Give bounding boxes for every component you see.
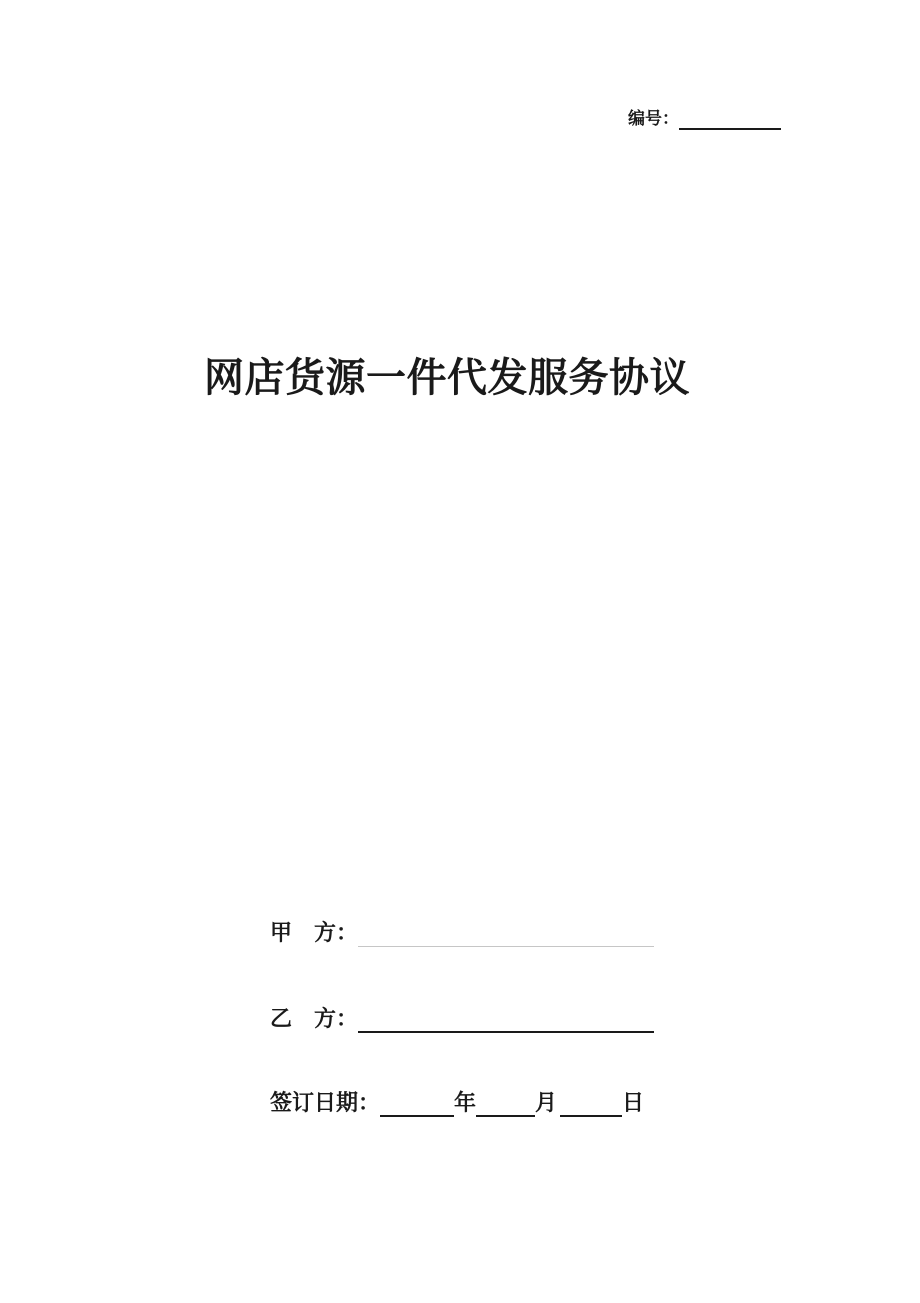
party-a-row	[270, 919, 654, 947]
month-label: 月	[535, 1090, 558, 1115]
sign-date-month-blank[interactable]	[476, 1095, 535, 1117]
party-b-row	[270, 1005, 654, 1033]
sign-date-year-blank[interactable]	[380, 1095, 454, 1117]
doc-number-blank[interactable]	[679, 112, 781, 130]
party-a-label: 甲 方：	[270, 920, 359, 945]
doc-number-label: 编号：	[628, 109, 679, 128]
document-title: 网店货源一件代发服务协议	[204, 355, 690, 400]
doc-number-line	[628, 108, 781, 130]
sign-date-label: 签订日期：	[270, 1090, 381, 1115]
party-a-blank[interactable]	[358, 926, 654, 947]
party-b-blank[interactable]	[358, 1011, 654, 1033]
year-label: 年	[454, 1090, 477, 1115]
sign-date-row	[270, 1089, 644, 1117]
sign-date-day-blank[interactable]	[560, 1095, 622, 1117]
party-b-label: 乙 方：	[270, 1006, 359, 1031]
day-label: 日	[622, 1090, 645, 1115]
